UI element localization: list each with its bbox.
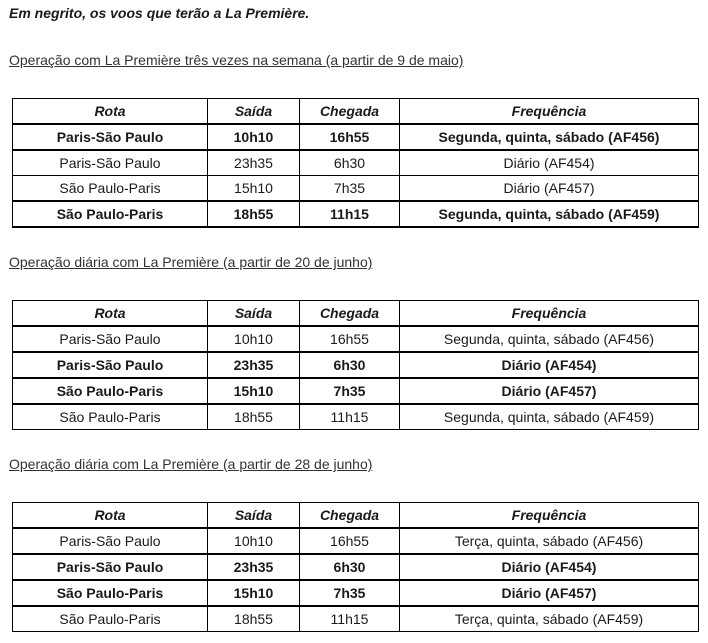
cell-saida: 10h10 (208, 124, 300, 150)
table-row (13, 352, 699, 378)
table-row (13, 124, 699, 150)
cell-rota: São Paulo-Paris (13, 404, 208, 430)
cell-saida: 15h10 (208, 378, 300, 404)
cell-rota: São Paulo-Paris (13, 580, 208, 606)
table-row (13, 554, 699, 580)
cell-chegada: 7h35 (300, 176, 400, 202)
header-saida: Saída (208, 503, 300, 529)
cell-rota: Paris-São Paulo (13, 528, 208, 554)
cell-frequencia: Segunda, quinta, sábado (AF456) (400, 124, 699, 150)
cell-rota: São Paulo-Paris (13, 176, 208, 202)
cell-frequencia: Diário (AF454) (400, 554, 699, 580)
cell-rota: Paris-São Paulo (13, 326, 208, 352)
cell-rota: São Paulo-Paris (13, 378, 208, 404)
cell-chegada: 16h55 (300, 326, 400, 352)
table-row (13, 580, 699, 606)
cell-chegada: 6h30 (300, 150, 400, 176)
table-row (13, 176, 699, 202)
cell-rota: Paris-São Paulo (13, 554, 208, 580)
header-chegada: Chegada (300, 99, 400, 125)
header-rota: Rota (13, 503, 208, 529)
cell-chegada: 11h15 (300, 606, 400, 632)
table-row (13, 150, 699, 176)
table-row (13, 528, 699, 554)
cell-rota: São Paulo-Paris (13, 606, 208, 632)
cell-frequencia: Segunda, quinta, sábado (AF456) (400, 326, 699, 352)
cell-saida: 23h35 (208, 352, 300, 378)
header-frequencia: Frequência (400, 301, 699, 327)
table-row (13, 326, 699, 352)
header-saida: Saída (208, 99, 300, 125)
header-frequencia: Frequência (400, 99, 699, 125)
cell-saida: 18h55 (208, 606, 300, 632)
cell-saida: 15h10 (208, 580, 300, 606)
cell-chegada: 16h55 (300, 124, 400, 150)
header-saida: Saída (208, 301, 300, 327)
header-chegada: Chegada (300, 503, 400, 529)
table-row (13, 201, 699, 227)
flights-table-sec3 (12, 502, 699, 632)
table-header-row (13, 301, 699, 327)
cell-chegada: 6h30 (300, 554, 400, 580)
cell-rota: Paris-São Paulo (13, 352, 208, 378)
cell-rota: São Paulo-Paris (13, 201, 208, 227)
cell-saida: 23h35 (208, 554, 300, 580)
cell-chegada: 11h15 (300, 404, 400, 430)
cell-chegada: 11h15 (300, 201, 400, 227)
table-row (13, 378, 699, 404)
table-row (13, 606, 699, 632)
intro-note: Em negrito, os voos que terão a La Première. (9, 5, 310, 21)
cell-frequencia: Diário (AF457) (400, 378, 699, 404)
cell-saida: 10h10 (208, 326, 300, 352)
table-header-row (13, 503, 699, 529)
header-chegada: Chegada (300, 301, 400, 327)
section-title-sec2: Operação diária com La Première (a partir de 20 de junho) (9, 254, 373, 270)
cell-chegada: 16h55 (300, 528, 400, 554)
cell-frequencia: Terça, quinta, sábado (AF456) (400, 528, 699, 554)
header-frequencia: Frequência (400, 503, 699, 529)
cell-chegada: 7h35 (300, 580, 400, 606)
cell-frequencia: Segunda, quinta, sábado (AF459) (400, 404, 699, 430)
cell-rota: Paris-São Paulo (13, 150, 208, 176)
section-title-sec3: Operação diária com La Première (a partir de 28 de junho) (9, 456, 373, 472)
cell-frequencia: Diário (AF454) (400, 150, 699, 176)
cell-chegada: 7h35 (300, 378, 400, 404)
cell-saida: 15h10 (208, 176, 300, 202)
flights-table-sec2 (12, 300, 699, 430)
cell-chegada: 6h30 (300, 352, 400, 378)
table-header-row (13, 99, 699, 125)
cell-frequencia: Diário (AF454) (400, 352, 699, 378)
cell-frequencia: Diário (AF457) (400, 176, 699, 202)
cell-frequencia: Diário (AF457) (400, 580, 699, 606)
section-title-sec1: Operação com La Première três vezes na semana (a partir de 9 de maio) (9, 52, 464, 68)
cell-saida: 23h35 (208, 150, 300, 176)
cell-frequencia: Segunda, quinta, sábado (AF459) (400, 201, 699, 227)
header-rota: Rota (13, 99, 208, 125)
header-rota: Rota (13, 301, 208, 327)
cell-saida: 18h55 (208, 201, 300, 227)
flights-table-sec1 (12, 98, 699, 228)
cell-saida: 10h10 (208, 528, 300, 554)
cell-saida: 18h55 (208, 404, 300, 430)
table-row (13, 404, 699, 430)
cell-frequencia: Terça, quinta, sábado (AF459) (400, 606, 699, 632)
cell-rota: Paris-São Paulo (13, 124, 208, 150)
